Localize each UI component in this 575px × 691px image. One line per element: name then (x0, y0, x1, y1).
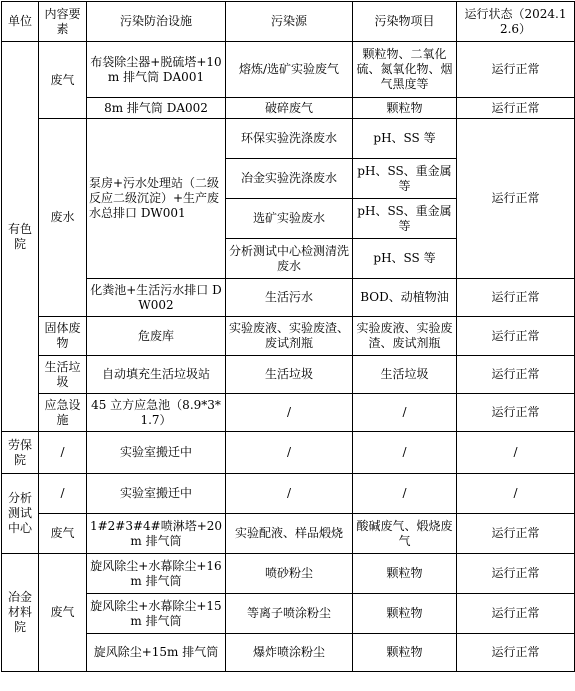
header-pollutant: 污染物项目 (353, 2, 457, 42)
pollutant-cell: BOD、动植物油 (353, 279, 457, 317)
facility-cell: 45 立方应急池（8.9*3*1.7） (87, 394, 226, 432)
pollutant-cell: pH、SS 等 (353, 119, 457, 159)
source-cell: 等离子喷涂粉尘 (226, 594, 353, 634)
source-cell: 冶金实验洗涤废水 (226, 159, 353, 199)
table-row (2, 394, 575, 432)
facility-cell: 旋风除尘+水幕除尘+16m 排气筒 (87, 554, 226, 594)
source-cell: 熔炼/选矿实验废气 (226, 42, 353, 98)
pollutant-cell: 颗粒物、二氧化硫、氮氧化物、烟气黑度等 (353, 42, 457, 98)
source-cell: / (226, 432, 353, 474)
pollution-facility-table (1, 1, 575, 672)
status-cell: / (457, 432, 575, 474)
unit-cell: 冶金材料院 (2, 554, 39, 672)
status-cell: 运行正常 (457, 317, 575, 356)
status-cell: 运行正常 (457, 554, 575, 594)
category-cell: 废气 (39, 42, 87, 119)
category-cell: / (39, 474, 87, 514)
source-cell: / (226, 394, 353, 432)
source-cell: 破碎废气 (226, 98, 353, 119)
table-row (2, 554, 575, 594)
pollutant-cell: pH、SS、重金属等 (353, 199, 457, 239)
source-cell: 实验配液、样品煅烧 (226, 514, 353, 554)
source-cell: 喷砂粉尘 (226, 554, 353, 594)
pollutant-cell: 实验废液、实验废渣、废试剂瓶 (353, 317, 457, 356)
table-row (2, 42, 575, 98)
source-cell: 选矿实验废水 (226, 199, 353, 239)
status-cell: 运行正常 (457, 356, 575, 394)
category-cell: 应急设施 (39, 394, 87, 432)
pollutant-cell: 生活垃圾 (353, 356, 457, 394)
status-cell: 运行正常 (457, 119, 575, 279)
category-cell: 废气 (39, 514, 87, 554)
pollutant-cell: 颗粒物 (353, 594, 457, 634)
status-cell: 运行正常 (457, 42, 575, 98)
pollutant-cell: 颗粒物 (353, 554, 457, 594)
source-cell: 爆炸喷涂粉尘 (226, 634, 353, 672)
source-cell: / (226, 474, 353, 514)
status-cell: 运行正常 (457, 594, 575, 634)
facility-cell: 实验室搬迁中 (87, 474, 226, 514)
unit-cell: 有色院 (2, 42, 39, 432)
category-cell: 废气 (39, 554, 87, 672)
facility-cell: 1#2#3#4#喷淋塔+20m 排气筒 (87, 514, 226, 554)
status-cell: 运行正常 (457, 98, 575, 119)
pollutant-cell: pH、SS、重金属等 (353, 159, 457, 199)
table-row (2, 317, 575, 356)
table-header-row (2, 2, 575, 42)
facility-cell: 危废库 (87, 317, 226, 356)
pollutant-cell: 颗粒物 (353, 98, 457, 119)
source-cell: 生活垃圾 (226, 356, 353, 394)
unit-cell: 分析测试中心 (2, 474, 39, 554)
unit-cell: 劳保院 (2, 432, 39, 474)
category-cell: 废水 (39, 119, 87, 317)
facility-cell: 实验室搬迁中 (87, 432, 226, 474)
status-cell: 运行正常 (457, 279, 575, 317)
table-row (2, 474, 575, 514)
category-cell: / (39, 432, 87, 474)
pollutant-cell: / (353, 394, 457, 432)
table-row (2, 119, 575, 159)
header-category: 内容要素 (39, 2, 87, 42)
header-facility: 污染防治设施 (87, 2, 226, 42)
source-cell: 生活污水 (226, 279, 353, 317)
facility-cell: 旋风除尘+15m 排气筒 (87, 634, 226, 672)
table-row (2, 98, 575, 119)
pollutant-cell: 颗粒物 (353, 634, 457, 672)
table-row (2, 356, 575, 394)
source-cell: 分析测试中心检测清洗废水 (226, 239, 353, 279)
pollutant-cell: / (353, 474, 457, 514)
category-cell: 固体废物 (39, 317, 87, 356)
pollutant-cell: 酸碱废气、煅烧废气 (353, 514, 457, 554)
header-source: 污染源 (226, 2, 353, 42)
source-cell: 环保实验洗涤废水 (226, 119, 353, 159)
source-cell: 实验废液、实验废渣、废试剂瓶 (226, 317, 353, 356)
facility-cell: 8m 排气筒 DA002 (87, 98, 226, 119)
header-status: 运行状态（2024.12.6） (457, 2, 575, 42)
category-cell: 生活垃圾 (39, 356, 87, 394)
pollutant-cell: / (353, 432, 457, 474)
facility-cell: 泵房+污水处理站（二级反应二级沉淀）+生产废水总排口 DW001 (87, 119, 226, 279)
pollutant-cell: pH、SS 等 (353, 239, 457, 279)
header-unit: 单位 (2, 2, 39, 42)
table-row (2, 432, 575, 474)
facility-cell: 自动填充生活垃圾站 (87, 356, 226, 394)
facility-cell: 化粪池+生活污水排口 DW002 (87, 279, 226, 317)
table-row (2, 279, 575, 317)
table-row (2, 514, 575, 554)
facility-cell: 旋风除尘+水幕除尘+15m 排气筒 (87, 594, 226, 634)
status-cell: 运行正常 (457, 514, 575, 554)
table-row (2, 594, 575, 634)
status-cell: 运行正常 (457, 634, 575, 672)
status-cell: / (457, 474, 575, 514)
table-row (2, 634, 575, 672)
status-cell: 运行正常 (457, 394, 575, 432)
facility-cell: 布袋除尘器+脱硫塔+10m 排气筒 DA001 (87, 42, 226, 98)
